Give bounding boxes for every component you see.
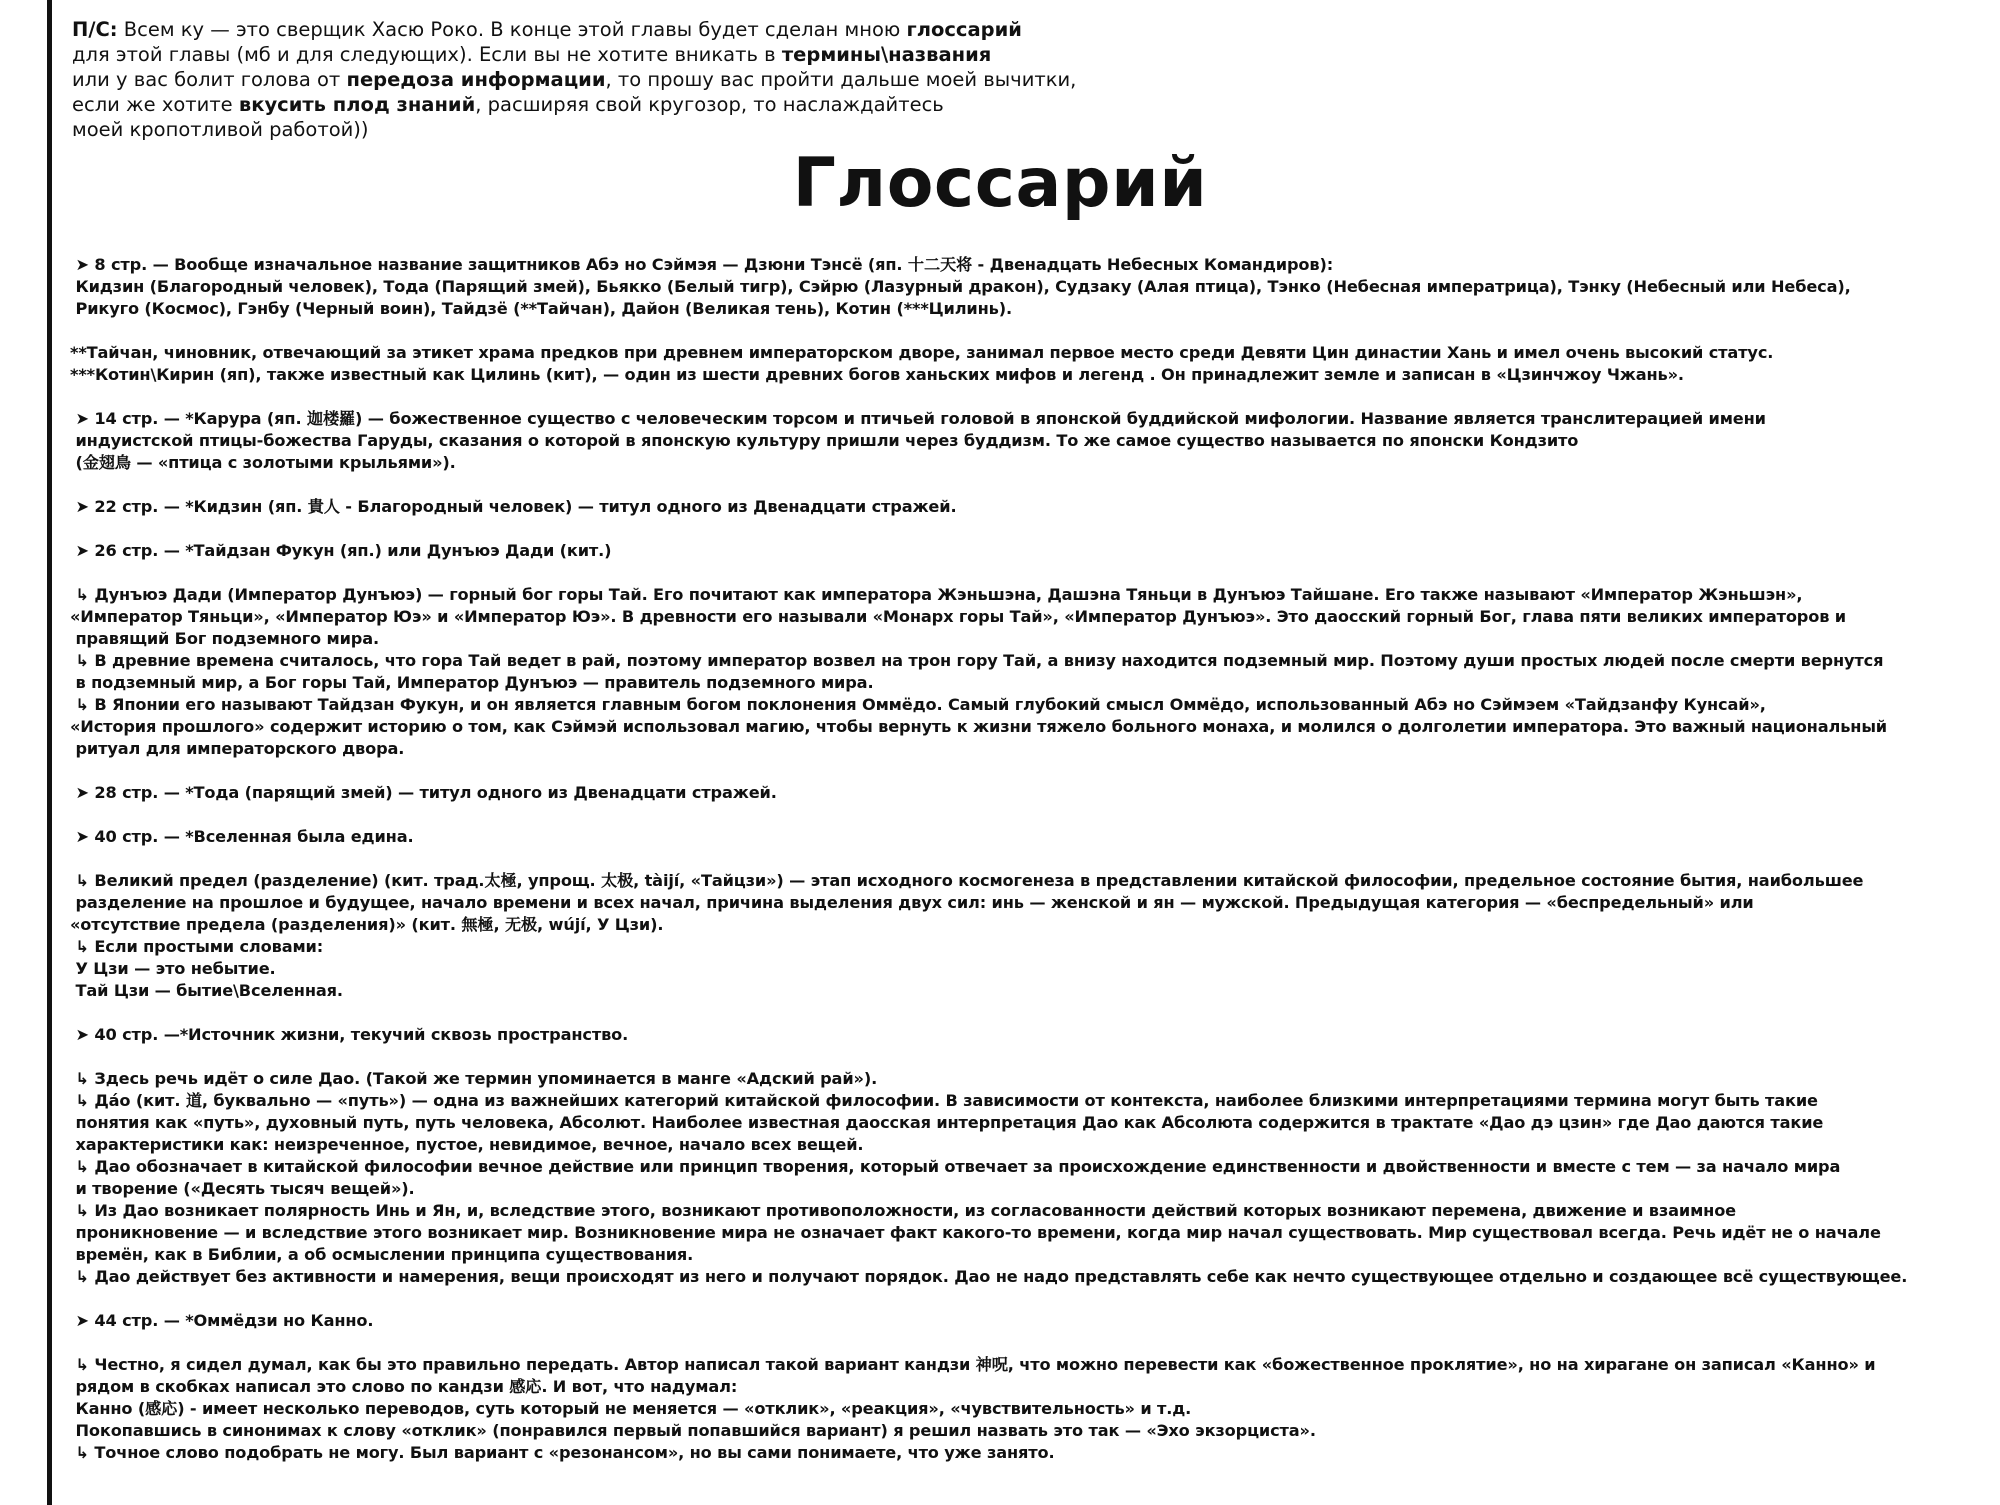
glossary-line: понятия как «путь», духовный путь, путь человека, Абсолют. Наиболее известная даосская интерпретация Дао как Абсолюта содержится в трактате «Дао дэ цзин» где Дао даются такие <box>70 1113 1824 1132</box>
block-spacer <box>70 518 1995 540</box>
glossary-entry <box>70 496 1995 518</box>
glossary-line: ↳ В древние времена считалось, что гора Тай ведет в рай, поэтому император возвел на трон гору Тай, а внизу находится подземный мир. Поэтому души простых людей после смерти вернутся <box>70 651 1884 670</box>
glossary-entry <box>70 1024 1995 1046</box>
note-line <box>72 117 1152 142</box>
block-spacer <box>70 562 1995 584</box>
note-emphasis: П/С: <box>72 18 118 41</box>
note-emphasis: глоссарий <box>906 18 1022 41</box>
glossary-line: (金翅鳥 — «птица с золотыми крыльями»). <box>70 453 456 472</box>
block-spacer <box>70 1288 1995 1310</box>
glossary-line: ритуал для императорского двора. <box>70 739 405 758</box>
glossary-line: ➤ 14 стр. — *Карура (яп. 迦楼羅) — божественное существо с человеческим торсом и птичьей головой в японской буддийской мифологии. Название является транслитерацией имени <box>70 409 1766 428</box>
note-text: если же хотите <box>72 93 239 116</box>
glossary-line: **Тайчан, чиновник, отвечающий за этикет храма предков при древнем императорском дворе, занимал первое место среди Девяти Цин династии Хань и имел очень высокий статус. <box>70 343 1774 362</box>
page-title: Глоссарий <box>792 144 1208 223</box>
glossary-line: Канно (感応) - имеет несколько переводов, суть который не меняется — «отклик», «реакция», «чувствительность» и т.д. <box>70 1399 1192 1418</box>
glossary-entry <box>70 826 1995 848</box>
note-line <box>72 92 1152 117</box>
glossary-line: ➤ 40 стр. —*Источник жизни, текучий сквозь пространство. <box>70 1025 629 1044</box>
glossary-line: ↳ Дао обозначает в китайской философии вечное действие или принцип творения, который отвечает за происхождение единственности и двойственности и вместе с тем — за начало мира <box>70 1157 1841 1176</box>
glossary-line: характеристики как: неизреченное, пустое, невидимое, вечное, начало всех вещей. <box>70 1135 864 1154</box>
glossary-line: ➤ 40 стр. — *Вселенная была едина. <box>70 827 414 846</box>
glossary-line: Тай Цзи — бытие\Вселенная. <box>70 981 343 1000</box>
glossary-line: ↳ Если простыми словами: <box>70 937 324 956</box>
glossary-line: ↳ Дунъюэ Дади (Император Дунъюэ) — горный бог горы Тай. Его почитают как императора Жэньшэна, Дашэна Тяньци в Дунъюэ Тайшане. Его также называют «Император Жэньшэн», <box>70 585 1803 604</box>
note-line <box>72 17 1152 42</box>
glossary-line: ↳ Великий предел (разделение) (кит. трад.太極, упрощ. 太极, tàijí, «Тайцзи») — этап исходного космогенеза в представлении китайской философии, предельное состояние бытия, наибольшее <box>70 871 1864 890</box>
block-spacer <box>70 848 1995 870</box>
glossary-line: «Император Тяньци», «Император Юэ» и «Император Юэ». В древности его называли «Монарх горы Тай», «Император Дунъюэ». Это даосский горный Бог, глава пяти великих императоров и <box>70 607 1846 626</box>
note-text: Всем ку — это сверщик Хасю Роко. В конце этой главы будет сделан мною <box>117 18 907 41</box>
note-emphasis: передоза информации <box>346 68 606 91</box>
glossary-line: правящий Бог подземного мира. <box>70 629 379 648</box>
glossary-line: времён, как в Библии, а об осмыслении принципа существования. <box>70 1245 694 1264</box>
glossary-entry <box>70 584 1995 760</box>
glossary-line: Кидзин (Благородный человек), Тода (Парящий змей), Бьякко (Белый тигр), Сэйрю (Лазурный дракон), Судзаку (Алая птица), Тэнко (Небесная императрица), Тэнку (Небесный или Небеса), <box>70 277 1851 296</box>
glossary-line: индуистской птицы-божества Гаруды, сказания о которой в японскую культуру пришли через буддизм. То же самое существо называется по японски Кондзито <box>70 431 1579 450</box>
glossary-line: Покопавшись в синонимах к слову «отклик» (понравился первый попавшийся вариант) я решил назвать это так — «Эхо экзорциста». <box>70 1421 1316 1440</box>
note-text: моей кропотливой работой)) <box>72 118 369 141</box>
glossary-entry <box>70 408 1995 474</box>
glossary-line: рядом в скобках написал это слово по кандзи 感応. И вот, что надумал: <box>70 1377 738 1396</box>
glossary-line: ↳ В Японии его называют Тайдзан Фукун, и он является главным богом поклонения Оммёдо. Самый глубокий смысл Оммёдо, использованный Абэ но Сэймэем «Тайдзанфу Кунсай», <box>70 695 1766 714</box>
glossary-line: ↳ Честно, я сидел думал, как бы это правильно передать. Автор написал такой вариант кандзи 神呪, что можно перевести как «божественное проклятие», но на хирагане он записал «Канно» и <box>70 1355 1876 1374</box>
glossary-line: проникновение — и вследствие этого возникает мир. Возникновение мира не означает факт какого-то времени, когда мир начал существовать. Мир существовал всегда. Речь идёт не о начале <box>70 1223 1881 1242</box>
block-spacer <box>70 474 1995 496</box>
glossary-entry <box>70 782 1995 804</box>
note-text: или у вас болит голова от <box>72 68 347 91</box>
glossary-line: разделение на прошлое и будущее, начало времени и всех начал, причина выделения двух сил: инь — женской и ян — мужской. Предыдущая категория — «беспредельный» или <box>70 893 1754 912</box>
glossary-entry <box>70 1310 1995 1332</box>
block-spacer <box>70 804 1995 826</box>
block-spacer <box>70 320 1995 342</box>
glossary-line: «История прошлого» содержит историю о том, как Сэймэй использовал магию, чтобы вернуть к жизни тяжело больного монаха, и молился о долголетии императора. Это важный национальный <box>70 717 1888 736</box>
glossary-entry <box>70 540 1995 562</box>
note-emphasis: вкусить плод знаний <box>238 93 476 116</box>
note-text: , то прошу вас пройти дальше моей вычитки, <box>605 68 1077 91</box>
note-text: , расширяя свой кругозор, то наслаждайтесь <box>475 93 944 116</box>
glossary-line: ➤ 8 стр. — Вообще изначальное название защитников Абэ но Сэймэя — Дзюни Тэнсё (яп. 十二天将 - Двенадцать Небесных Командиров): <box>70 255 1334 274</box>
glossary-line: ***Котин\Кирин (яп), также известный как Цилинь (кит), — один из шести древних богов ханьских мифов и легенд . Он принадлежит земле и записан в «Цзинчжоу Чжань». <box>70 365 1684 384</box>
glossary-entry <box>70 1354 1995 1464</box>
glossary-line: ↳ Здесь речь идёт о силе Дао. (Такой же термин упоминается в манге «Адский рай»). <box>70 1069 878 1088</box>
glossary-line: ↳ Да́о (кит. 道, буквально — «путь») — одна из важнейших категорий китайской философии. В зависимости от контекста, наиболее близкими интерпретациями термина могут быть такие <box>70 1091 1818 1110</box>
note-emphasis: термины\названия <box>781 43 992 66</box>
note-line <box>72 67 1152 92</box>
block-spacer <box>70 760 1995 782</box>
note-text: для этой главы (мб и для следующих). Если вы не хотите вникать в <box>72 43 782 66</box>
glossary-body <box>70 254 1995 1464</box>
glossary-entry <box>70 342 1995 386</box>
glossary-line: и творение («Десять тысяч вещей»). <box>70 1179 415 1198</box>
glossary-line: ➤ 22 стр. — *Кидзин (яп. 貴人 - Благородный человек) — титул одного из Двенадцати стражей. <box>70 497 957 516</box>
glossary-line: ➤ 26 стр. — *Тайдзан Фукун (яп.) или Дунъюэ Дади (кит.) <box>70 541 612 560</box>
block-spacer <box>70 1046 1995 1068</box>
glossary-line: Рикуго (Космос), Гэнбу (Черный воин), Тайдзё (**Тайчан), Дайон (Великая тень), Котин (***Цилинь). <box>70 299 1012 318</box>
glossary-line: ➤ 28 стр. — *Тода (парящий змей) — титул одного из Двенадцати стражей. <box>70 783 777 802</box>
block-spacer <box>70 1332 1995 1354</box>
block-spacer <box>70 386 1995 408</box>
glossary-entry <box>70 1068 1995 1288</box>
glossary-line: ➤ 44 стр. — *Оммёдзи но Канно. <box>70 1311 374 1330</box>
block-spacer <box>70 1002 1995 1024</box>
glossary-line: ↳ Дао действует без активности и намерения, вещи происходят из него и получают порядок. Дао не надо представлять себе как нечто существующее отдельно и создающее всё существующее. <box>70 1267 1908 1286</box>
glossary-line: У Цзи — это небытие. <box>70 959 276 978</box>
translator-note <box>72 17 1152 142</box>
glossary-line: «отсутствие предела (разделения)» (кит. 無極, 无极, wújí, У Цзи). <box>70 915 664 934</box>
glossary-line: в подземный мир, а Бог горы Тай, Император Дунъюэ — правитель подземного мира. <box>70 673 874 692</box>
glossary-line: ↳ Точное слово подобрать не могу. Был вариант с «резонансом», но вы сами понимаете, что уже занято. <box>70 1443 1055 1462</box>
note-line <box>72 42 1152 67</box>
glossary-entry <box>70 254 1995 320</box>
glossary-line: ↳ Из Дао возникает полярность Инь и Ян, и, вследствие этого, возникают противоположности, из согласованности действий которых возникают перемена, движение и взаимное <box>70 1201 1736 1220</box>
glossary-entry <box>70 870 1995 1002</box>
